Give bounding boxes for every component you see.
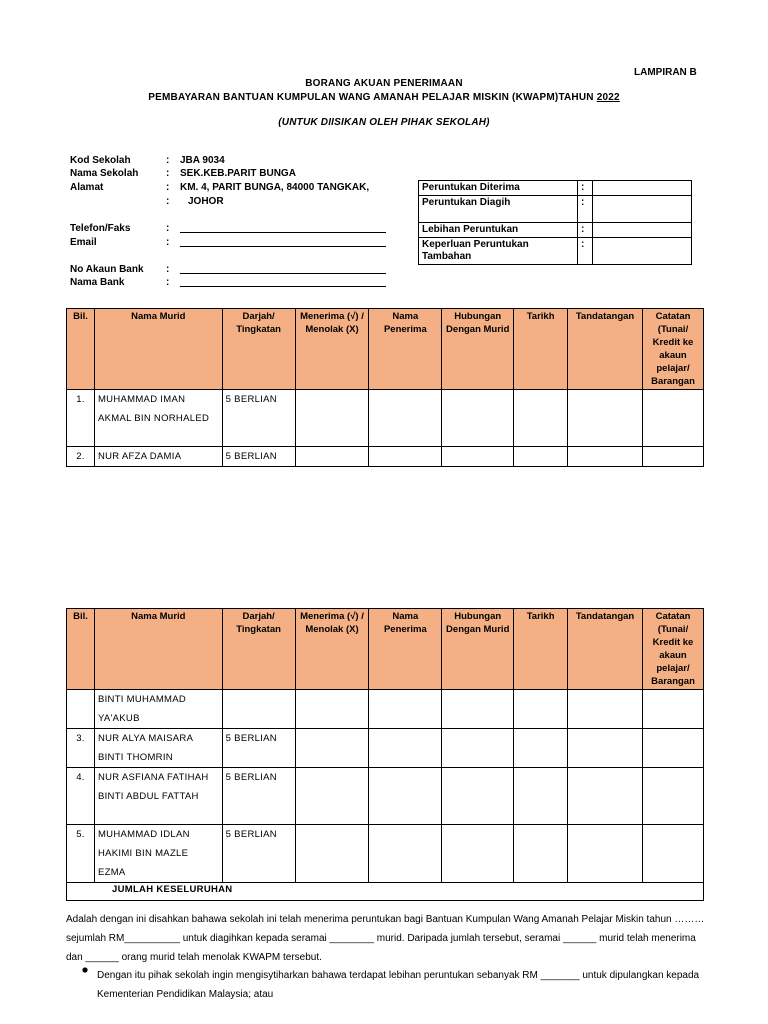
header-nama-murid: Nama Murid	[94, 609, 222, 690]
cell-darjah: 5 BERLIAN	[222, 390, 295, 447]
cell-catatan[interactable]	[643, 447, 704, 467]
form-subtitle-text: PEMBAYARAN BANTUAN KUMPULAN WANG AMANAH PELAJAR MISKIN (KWAPM)TAHUN	[148, 92, 597, 103]
header-tarikh: Tarikh	[514, 309, 568, 390]
cell-tarikh[interactable]	[514, 447, 568, 467]
cell-catatan[interactable]	[643, 690, 704, 729]
alamat-value-line1: KM. 4, PARIT BUNGA, 84000 TANGKAK,	[180, 182, 370, 193]
alamat-label: Alamat	[70, 182, 104, 193]
declaration-paragraph: Adalah dengan ini disahkan bahawa sekolah ini telah menerima peruntukan bagi Bantuan Kumpulan Wang Amanah Pelajar Miskin tahun ……… sejumlah RM__________ untuk diagihkan kepada seramai ________ murid. Daripada jumlah tersebut, seramai ______ murid telah menerima dan ______ orang murid telah menolak KWAPM tersebut.	[66, 914, 705, 963]
cell-darjah: 5 BERLIAN	[222, 447, 295, 467]
cell-tandatangan[interactable]	[568, 390, 643, 447]
header-catatan: Catatan (Tunai/ Kredit ke akaun pelajar/ Barangan	[643, 609, 704, 690]
cell-tandatangan[interactable]	[568, 447, 643, 467]
jumlah-keseluruhan: JUMLAH KESELURUHAN	[67, 883, 704, 901]
form-title: BORANG AKUAN PENERIMAAN	[305, 78, 463, 89]
cell-nama-murid: NUR ASFIANA FATIHAH BINTI ABDUL FATTAH	[94, 768, 222, 825]
header-nama-penerima: Nama Penerima	[369, 309, 442, 390]
cell-bil: 3.	[67, 729, 95, 768]
student-table-2	[66, 608, 704, 901]
header-darjah: Darjah/ Tingkatan	[222, 309, 295, 390]
header-darjah: Darjah/ Tingkatan	[222, 609, 295, 690]
cell-nama-murid: MUHAMMAD IMAN AKMAL BIN NORHALED	[94, 390, 222, 447]
cell-menerima[interactable]	[295, 390, 369, 447]
allocation-label: Keperluan Peruntukan Tambahan	[419, 238, 578, 265]
cell-bil: 1.	[67, 390, 95, 447]
cell-nama-penerima[interactable]	[369, 825, 442, 883]
cell-catatan[interactable]	[643, 390, 704, 447]
allocation-value[interactable]	[593, 223, 692, 238]
header-tandatangan: Tandatangan	[568, 309, 643, 390]
cell-hubungan[interactable]	[442, 768, 514, 825]
kod-sekolah-label: Kod Sekolah	[70, 155, 131, 166]
no-akaun-label: No Akaun Bank	[70, 264, 144, 275]
cell-hubungan[interactable]	[442, 825, 514, 883]
table-row	[67, 768, 704, 825]
cell-catatan[interactable]	[643, 729, 704, 768]
header-menerima: Menerima (√) / Menolak (X)	[295, 309, 369, 390]
table-row	[67, 690, 704, 729]
colon: :	[166, 264, 170, 275]
cell-darjah: 5 BERLIAN	[222, 768, 295, 825]
colon: :	[166, 182, 170, 193]
cell-hubungan[interactable]	[442, 390, 514, 447]
header-hubungan: Hubungan Dengan Murid	[442, 309, 514, 390]
colon: :	[166, 223, 170, 234]
allocation-colon: :	[578, 238, 593, 265]
lampiran-label: LAMPIRAN B	[634, 67, 697, 78]
cell-nama-murid: NUR ALYA MAISARA BINTI THOMRIN	[94, 729, 222, 768]
cell-nama-penerima[interactable]	[369, 447, 442, 467]
table-row	[67, 825, 704, 883]
cell-catatan[interactable]	[643, 825, 704, 883]
header-bil: Bil.	[67, 309, 95, 390]
nama-bank-label: Nama Bank	[70, 277, 125, 288]
student-table-1	[66, 308, 704, 467]
allocation-table	[418, 180, 692, 265]
alamat-value-line2: JOHOR	[188, 196, 224, 207]
header-nama-murid: Nama Murid	[94, 309, 222, 390]
cell-nama-penerima[interactable]	[369, 729, 442, 768]
email-label: Email	[70, 237, 97, 248]
header-catatan: Catatan (Tunai/ Kredit ke akaun pelajar/ Barangan	[643, 309, 704, 390]
cell-tarikh[interactable]	[514, 768, 568, 825]
allocation-row	[419, 181, 692, 196]
cell-darjah	[222, 690, 295, 729]
cell-tandatangan[interactable]	[568, 768, 643, 825]
kod-sekolah-value: JBA 9034	[180, 155, 225, 166]
telefon-label: Telefon/Faks	[70, 223, 131, 234]
cell-hubungan[interactable]	[442, 447, 514, 467]
total-row	[67, 883, 704, 901]
colon: :	[166, 168, 170, 179]
header-hubungan: Hubungan Dengan Murid	[442, 609, 514, 690]
header-tarikh: Tarikh	[514, 609, 568, 690]
cell-darjah: 5 BERLIAN	[222, 825, 295, 883]
table-row	[67, 390, 704, 447]
bullet-icon	[81, 966, 91, 976]
cell-tandatangan[interactable]	[568, 690, 643, 729]
table-row	[67, 729, 704, 768]
cell-menerima[interactable]	[295, 825, 369, 883]
allocation-value[interactable]	[593, 238, 692, 265]
allocation-colon: :	[578, 223, 593, 238]
cell-nama-murid: BINTI MUHAMMAD YA'AKUB	[94, 690, 222, 729]
allocation-colon: :	[578, 196, 593, 223]
cell-nama-penerima[interactable]	[369, 390, 442, 447]
nama-sekolah-value: SEK.KEB.PARIT BUNGA	[180, 168, 296, 179]
cell-tarikh[interactable]	[514, 729, 568, 768]
cell-bil	[67, 690, 95, 729]
form-instruction: (UNTUK DIISIKAN OLEH PIHAK SEKOLAH)	[278, 117, 490, 128]
header-tandatangan: Tandatangan	[568, 609, 643, 690]
email-field[interactable]	[180, 246, 386, 247]
cell-tandatangan[interactable]	[568, 825, 643, 883]
cell-menerima[interactable]	[295, 690, 369, 729]
table-header-row	[67, 309, 704, 390]
cell-bil: 5.	[67, 825, 95, 883]
cell-menerima[interactable]	[295, 768, 369, 825]
table-row	[67, 447, 704, 467]
allocation-row	[419, 223, 692, 238]
form-year: 2022	[596, 92, 620, 103]
cell-tarikh[interactable]	[514, 825, 568, 883]
cell-bil: 2.	[67, 447, 95, 467]
header-menerima: Menerima (√) / Menolak (X)	[295, 609, 369, 690]
cell-tandatangan[interactable]	[568, 729, 643, 768]
colon: :	[166, 237, 170, 248]
allocation-row	[419, 196, 692, 223]
allocation-label: Peruntukan Diagih	[419, 196, 578, 223]
cell-hubungan[interactable]	[442, 690, 514, 729]
declaration-bullet: Dengan itu pihak sekolah ingin mengisytiharkan bahawa terdapat lebihan peruntukan sebanyak RM _______ untuk dipulangkan kepada Kementerian Pendidikan Malaysia; atau	[97, 970, 700, 1000]
header-bil: Bil.	[67, 609, 95, 690]
telefon-field[interactable]	[180, 232, 386, 233]
allocation-value[interactable]	[593, 196, 692, 223]
colon: :	[166, 277, 170, 288]
nama-bank-field[interactable]	[180, 286, 386, 287]
cell-menerima[interactable]	[295, 729, 369, 768]
allocation-value[interactable]	[593, 181, 692, 196]
cell-bil: 4.	[67, 768, 95, 825]
nama-sekolah-label: Nama Sekolah	[70, 168, 139, 179]
allocation-colon: :	[578, 181, 593, 196]
header-nama-penerima: Nama Penerima	[369, 609, 442, 690]
colon: :	[166, 155, 170, 166]
colon: :	[166, 196, 170, 207]
no-akaun-field[interactable]	[180, 273, 386, 274]
cell-catatan[interactable]	[643, 768, 704, 825]
allocation-label: Peruntukan Diterima	[419, 181, 578, 196]
cell-nama-murid: MUHAMMAD IDLAN HAKIMI BIN MAZLE EZMA	[94, 825, 222, 883]
cell-nama-penerima[interactable]	[369, 690, 442, 729]
cell-menerima[interactable]	[295, 447, 369, 467]
allocation-row	[419, 238, 692, 265]
allocation-label: Lebihan Peruntukan	[419, 223, 578, 238]
cell-darjah: 5 BERLIAN	[222, 729, 295, 768]
form-subtitle	[0, 92, 768, 103]
cell-nama-murid: NUR AFZA DAMIA	[94, 447, 222, 467]
cell-nama-penerima[interactable]	[369, 768, 442, 825]
cell-hubungan[interactable]	[442, 729, 514, 768]
cell-tarikh[interactable]	[514, 690, 568, 729]
table-header-row	[67, 609, 704, 690]
cell-tarikh[interactable]	[514, 390, 568, 447]
